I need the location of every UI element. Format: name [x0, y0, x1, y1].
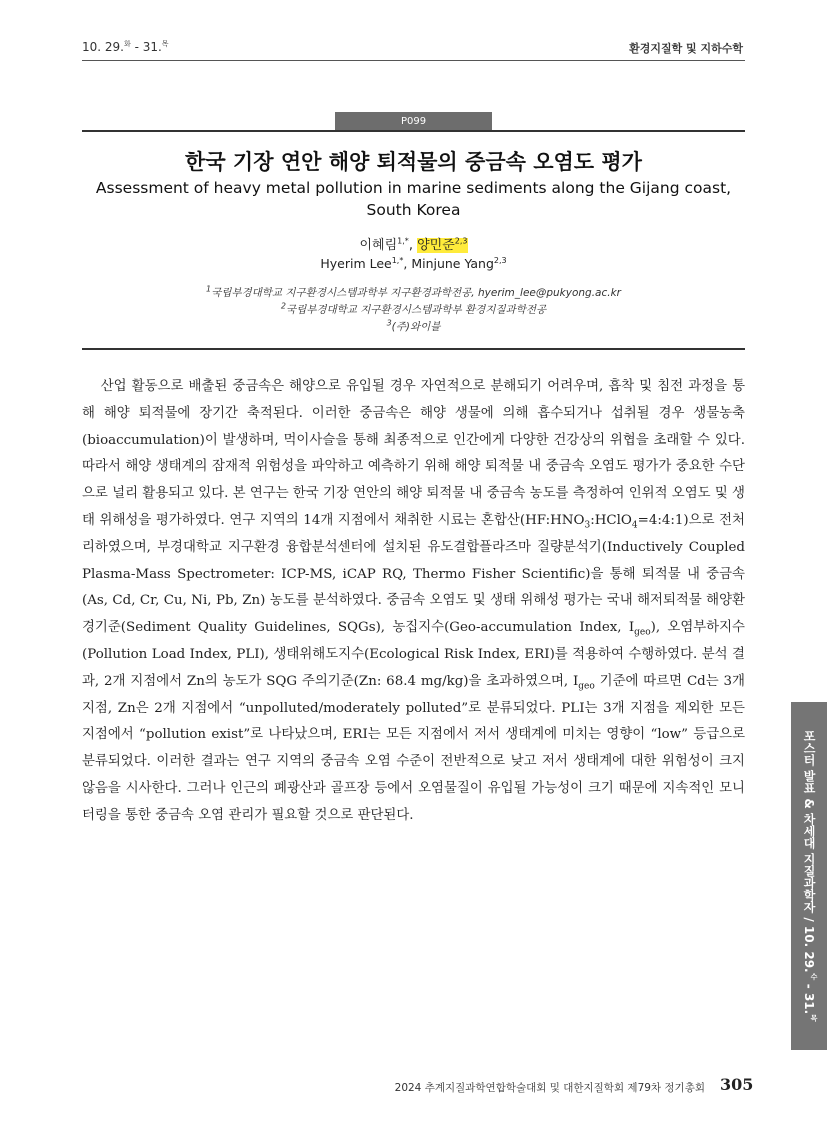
abstract-body: 산업 활동으로 배출된 중금속은 해양으로 유입될 경우 자연적으로 분해되기 어려우며, 흡착 및 침전 과정을 통해 해양 퇴적물에 장기간 축적된다. 이러한 중금속은 해양 생물에 의해 흡수되거나 섭취될 경우 생물농축(bioaccumulation)이 발생하며, 먹이사슬을 통해 최종적으로 인간에게 다양한 건강상의 위협을 초래할 수 있다. 따라서 해양 생태계의 잠재적 위험성을 파악하고 예측하기 위해 해양 퇴적물 내 중금속 오염도 평가가 중요한 수단으로 널리 활용되고 있다. 본 연구는 한국 기장 연안의 해양 퇴적물 내 중금속 농도를 측정하여 인위적 오염도 및 생태 위해성을 평가하였다. 연구 지역의 14개 지점에서 채취한 시료는 혼합산$(HF:HNO_3:HClO_4=4:4:1)$으로 전처리하였으며, 부경대학교 지구환경 융합분석센터에 설치된 유도결합플라즈마 질량분석기(Inductively Coupled Plasma-Mass Spectrometer: ICP-MS, iCAP RQ, Thermo Fisher Scientific)을 통해 퇴적물 내 중금속(As, Cd, Cr, Cu, Ni, Pb, Zn) 농도를 분석하였다. 중금속 오염도 및 생태 위해성 평가는 국내 해저퇴적물 해양환경기준(Sediment Quality Guidelines, SQGs), 농집지수(Geo-accumulation Index, $I_{geo}$), 오염부하지수(Pollution Load Index, PLI), 생태위해도지수(Ecological Risk Index, ERI)를 적용하여 수행하였다. 분석 결과, 2개 지점에서 Zn의 농도가 SQG 주의기준(Zn: 68.4 mg/kg)을 초과하였으며, $I_{geo}$ 기준에 따르면 Cd는 3개 지점, Zn은 2개 지점에서 “unpolluted/moderately polluted”로 분류되었다. PLI는 3개 지점을 제외한 모든 지점에서 “pollution exist”로 나타났으며, ERI는 모든 지점에서 저서 생태계에 미치는 영향이 “low” 등급으로 분류되었다. 이러한 결과는 연구 지역의 중금속 오염 수준이 전반적으로 낮고 저서 생태계에 대한 위험성이 크지 않음을 시사한다. 그러나 인근의 폐광산과 골프장 등에서 오염물질이 유입될 가능성이 크기 때문에 지속적인 모니터링을 통한 중금속 오염 관리가 필요할 것으로 판단된다. — [82, 379, 745, 823]
running-header-section: 환경지질학 및 지하수학 — [629, 42, 743, 55]
authors-english: Hyerim Lee$^{1,*}$, Minjune Yang$^{2,3}$ — [320, 255, 507, 271]
author-name: Hyerim Lee — [320, 256, 392, 271]
affiliation-1: $^1$국립부경대학교 지구환경시스템과학부 지구환경과학전공, hyerim_lee@pukyong.ac.kr — [205, 284, 622, 299]
author-name-highlighted: 양민준$^{2,3}$ — [417, 236, 468, 253]
paper-code-badge: P099 — [335, 112, 492, 131]
authors-korean: 이혜림$^{1,*}$, 양민준$^{2,3}$ — [359, 236, 468, 253]
author-name: Minjune Yang — [411, 256, 494, 271]
side-tab-label: 포스터 발표 & 차세대 지질과학자 / 10. 29.$^수$ - 31.$^목$ — [802, 730, 818, 1022]
paper-title-korean: 한국 기장 연안 해양 퇴적물의 중금속 오염도 평가 — [185, 150, 642, 174]
author-name: 이혜림 — [359, 238, 398, 253]
affiliation-2: $^2$국립부경대학교 지구환경시스템과학부 환경지질과학전공 — [280, 301, 547, 316]
title-bottom-divider — [82, 348, 745, 350]
header-divider — [82, 60, 745, 61]
page-number: 305 — [720, 1075, 754, 1094]
footer-conference: 2024 추계지질과학연합학술대회 및 대한지질학회 제79차 정기총회 — [394, 1082, 705, 1094]
running-header-date: 10. 29.$^화$ - 31.$^목$ — [82, 40, 169, 54]
paper-title-english: Assessment of heavy metal pollution in marine sediments along the Gijang coast, South Korea — [95, 179, 732, 219]
section-side-tab — [791, 702, 827, 1050]
affiliation-3: $^3$(주)와이블 — [386, 318, 441, 333]
title-top-divider — [82, 130, 745, 132]
